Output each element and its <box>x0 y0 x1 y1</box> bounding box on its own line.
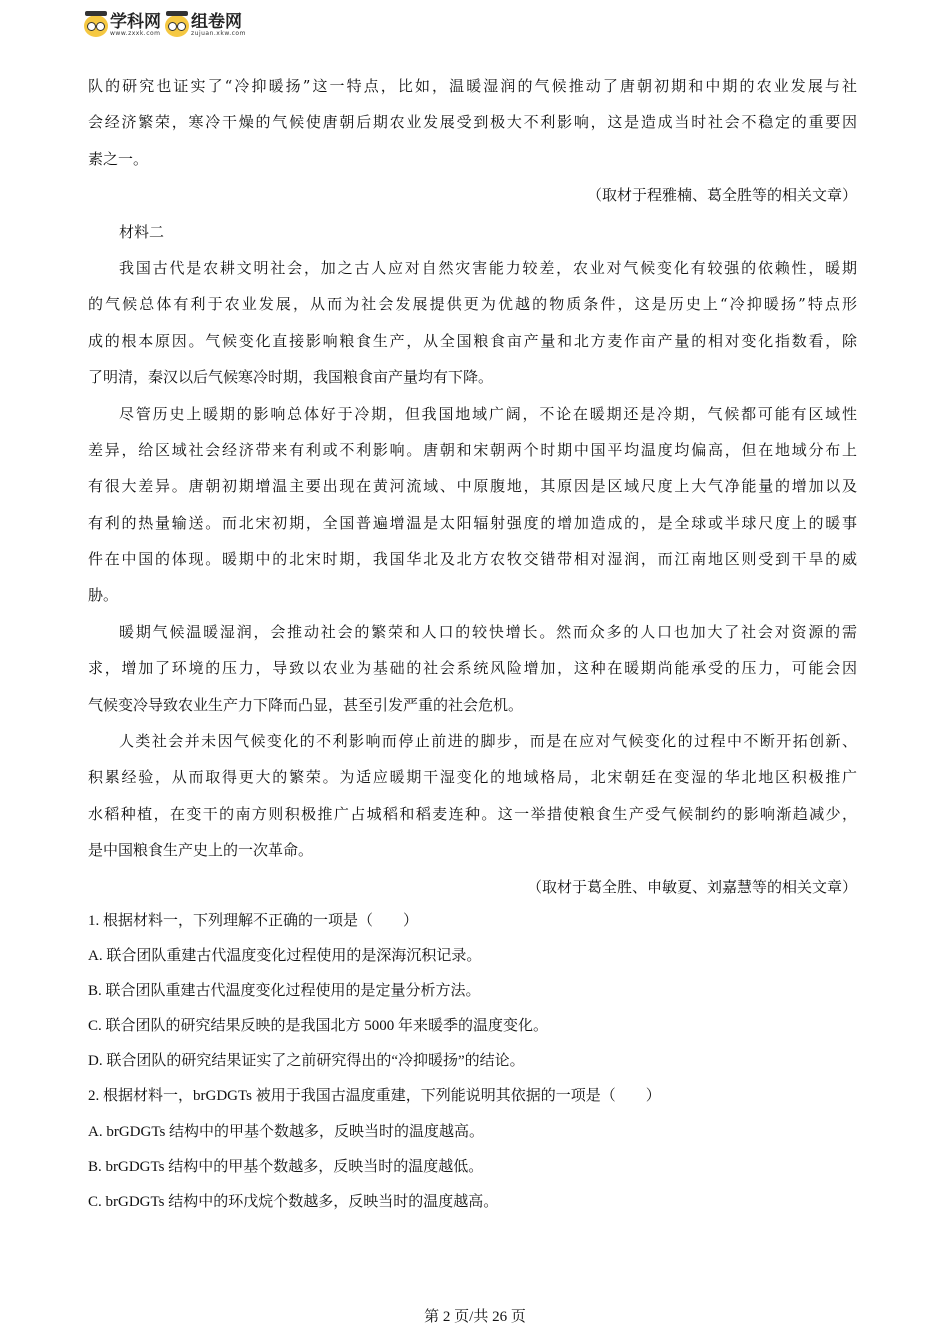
logo-name: 组卷网 <box>191 12 242 32</box>
logo-url: www.zxxk.com <box>110 30 161 37</box>
answer-option: B. brGDGTs 结构中的甲基个数越多，反映当时的温度越低。 <box>88 1158 484 1175</box>
text-line: 件在中国的体现。暖期中的北宋时期，我国华北及北方农牧交错带相对湿润，而江南地区则受到干旱的威 <box>88 550 857 569</box>
answer-option: D. 联合团队的研究结果证实了之前研究得出的“冷抑暖扬”的结论。 <box>88 1053 525 1070</box>
paragraph <box>88 614 857 723</box>
header-logos <box>84 14 246 37</box>
paragraph <box>88 396 857 614</box>
text-line: 有很大差异。唐朝初期增温主要出现在黄河流域、中原腹地，其原因是区域尺度上大气净能量的增加以及 <box>88 477 857 496</box>
text-line: （取材于葛全胜、申敏夏、刘嘉慧等的相关文章） <box>526 877 857 896</box>
text-line: 了明清，秦汉以后气候寒冷时期，我国粮食亩产量均有下降。 <box>88 368 494 387</box>
text-line: 尽管历史上暖期的影响总体好于冷期，但我国地域广阔，不论在暖期还是冷期，气候都可能有区域性 <box>119 404 857 423</box>
text-line: 水稻种植，在变干的南方则积极推广占城稻和稻麦连种。这一举措使粮食生产受气候制约的影响渐趋减少， <box>88 804 857 823</box>
text-line: 材料二 <box>119 222 165 241</box>
answer-option: C. 联合团队的研究结果反映的是我国北方 5000 年来暖季的温度变化。 <box>88 1018 549 1035</box>
answer-option: C. brGDGTs 结构中的环戊烷个数越多，反映当时的温度越高。 <box>88 1193 499 1210</box>
answer-option: B. 联合团队重建古代温度变化过程使用的是定量分析方法。 <box>88 983 481 1000</box>
text-line: 我国古代是农耕文明社会，加之古人应对自然灾害能力较差，农业对气候变化有较强的依赖性，暖期 <box>119 258 857 277</box>
text-line: 暖期气候温暖湿润，会推动社会的繁荣和人口的较快增长。然而众多的人口也加大了社会对资源的需 <box>119 622 857 641</box>
text-line: （取材于程雅楠、葛全胜等的相关文章） <box>586 186 857 205</box>
text-line: 胁。 <box>88 586 119 605</box>
document-body <box>88 68 857 905</box>
question-list <box>88 904 868 1220</box>
section-heading <box>88 214 857 250</box>
text-line: 会经济繁荣，寒冷干燥的气候使唐朝后期农业发展受到极大不利影响，这是造成当时社会不稳定的重要因 <box>88 113 857 132</box>
answer-option: A. 联合团队重建古代温度变化过程使用的是深海沉积记录。 <box>88 948 482 965</box>
text-line: 差异，给区域社会经济带来有利或不利影响。唐朝和宋朝两个时期中国平均温度均偏高，但在地域分布上 <box>88 440 857 459</box>
paragraph <box>88 250 857 396</box>
text-line: 有利的热量输送。而北宋初期，全国普遍增温是太阳辐射强度的增加造成的，是全球或半球尺度上的暖事 <box>88 513 857 532</box>
text-line: 的气候总体有利于农业发展，从而为社会发展提供更为优越的物质条件，这是历史上“冷抑暖扬”特点形 <box>88 295 857 314</box>
text-line: 是中国粮食生产史上的一次革命。 <box>88 841 314 860</box>
text-line: 队的研究也证实了“冷抑暖扬”这一特点，比如，温暖湿润的气候推动了唐朝初期和中期的农业发展与社 <box>88 77 857 95</box>
paragraph <box>88 68 857 177</box>
text-line: 成的根本原因。气候变化直接影响粮食生产，从全国粮食亩产量和北方麦作亩产量的相对变化指数看，除 <box>88 331 857 350</box>
owl-mascot-icon <box>165 15 189 37</box>
source-citation <box>88 177 857 213</box>
source-citation <box>88 869 857 905</box>
zxxk-logo <box>84 14 161 37</box>
text-line: 积累经验，从而取得更大的繁荣。为适应暖期干湿变化的地域格局，北宋朝廷在变湿的华北地区积极推广 <box>88 768 857 787</box>
text-line: 气候变冷导致农业生产力下降而凸显，甚至引发严重的社会危机。 <box>88 695 524 714</box>
paragraph <box>88 723 857 869</box>
answer-option: A. brGDGTs 结构中的甲基个数越多，反映当时的温度越高。 <box>88 1123 485 1140</box>
text-line: 求，增加了环境的压力，导致以农业为基础的社会系统风险增加，这种在暖期尚能承受的压力，可能会因 <box>88 659 857 678</box>
owl-mascot-icon <box>84 15 108 37</box>
question-stem: 1. 根据材料一，下列理解不正确的一项是（ ） <box>88 913 419 929</box>
logo-url: zujuan.xkw.com <box>191 30 246 37</box>
text-line: 素之一。 <box>88 149 149 168</box>
zujuan-logo <box>165 14 246 37</box>
text-line: 人类社会并未因气候变化的不利影响而停止前进的脚步，而是在应对气候变化的过程中不断开拓创新、 <box>119 732 857 751</box>
question-stem: 2. 根据材料一，brGDGTs 被用于我国古温度重建，下列能说明其依据的一项是（ ） <box>88 1088 661 1105</box>
page-number: 第 2 页/共 26 页 <box>424 1309 526 1325</box>
logo-name: 学科网 <box>110 12 161 32</box>
